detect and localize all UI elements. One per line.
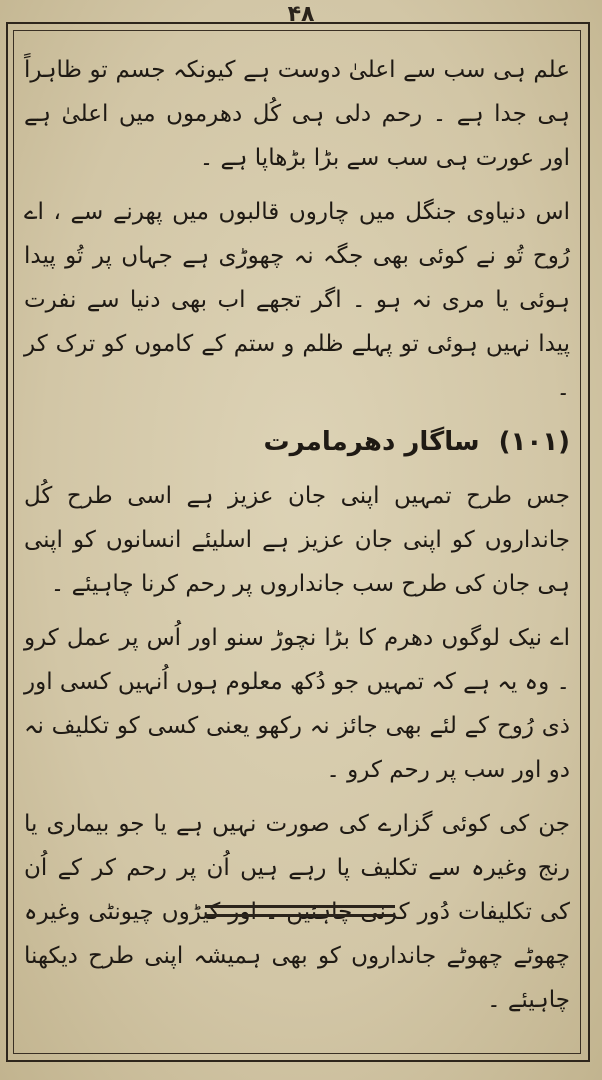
paragraph-3: جس طرح تمہیں اپنی جان عزیز ہے اسی طرح کُل جانداروں کو اپنی جان عزیز ہے اسلیئے انسانوں کو اپنی ہی جان کی طرح سب جانداروں پر رحم کرنا چاہیئے ۔ <box>24 483 570 597</box>
section-number: (۱۰۱) <box>498 427 570 457</box>
paragraph-1: علم ہی سب سے اعلیٰ دوست ہے کیونکہ جسم تو ظاہراً ہی جدا ہے ۔ رحم دلی ہی کُل دھرموں میں اعلیٰ ہے اور عورت ہی سب سے بڑا بڑھاپا ہے ۔ <box>24 57 570 171</box>
end-divider-bottom <box>205 914 395 917</box>
paragraph-4: اے نیک لوگوں دھرم کا بڑا نچوڑ سنو اور اُس پر عمل کرو ۔ وہ یہ ہے کہ تمہیں جو دُکھ معلوم ہوں اُنہیں کسی اور ذی رُوح کے لئے بھی جائز نہ رکھو یعنی کسی کو تکلیف نہ دو اور سب پر رحم کرو ۔ <box>24 625 570 783</box>
paragraph-2: اس دنیاوی جنگل میں چاروں قالبوں میں پھرنے سے ، اے رُوح تُو نے کوئی بھی جگہ نہ چھوڑی ہے جہاں پر تُو پیدا ہوئی یا مری نہ ہو ۔ اگر تجھے اب بھی دنیا سے نفرت پیدا نہیں ہوئی تو پہلے ظلم و ستم کے کاموں کو ترک کر ۔ <box>24 199 570 401</box>
end-divider-top <box>205 905 395 908</box>
page-number: ۴۸ <box>287 2 315 27</box>
body-text <box>24 48 570 1032</box>
paragraph-5: جن کی کوئی گزارے کی صورت نہیں ہے یا جو بیماری یا رنج وغیرہ سے تکلیف پا رہے ہیں اُن پر رحم کر کے اُن کی تکلیفات دُور کرنی چاہئیں ۔ اور کیڑوں چیونٹی وغیرہ چھوٹے چھوٹے جانداروں کو بھی ہمیشہ اپنی طرح دیکھنا چاہیئے ۔ <box>24 811 570 1013</box>
section-heading <box>24 420 570 464</box>
section-title: ساگار دھرمامرت <box>263 427 480 457</box>
